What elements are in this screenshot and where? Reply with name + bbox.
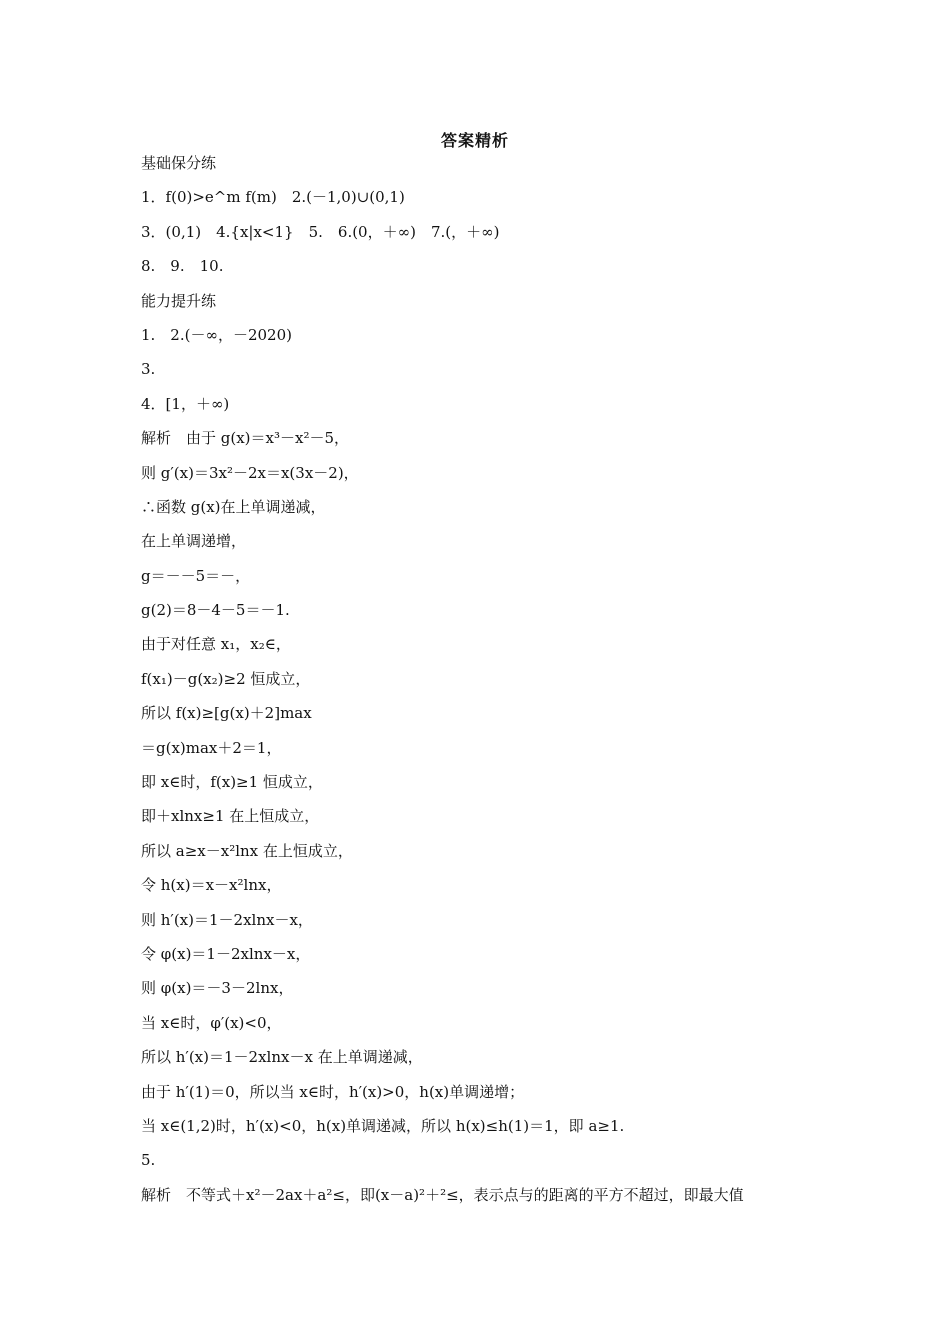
solution-line: 则 φ(x)＝－3－2lnx，	[141, 979, 294, 998]
solution-line: 即＋xlnx≥1 在上恒成立，	[141, 807, 320, 826]
answer-line: 4．[1，＋∞)	[141, 394, 230, 413]
answer-line: 3．(0,1) 4.{x|x<1} 5. 6.(0，＋∞) 7.(，＋∞)	[141, 222, 500, 241]
solution-line: 在上单调递增，	[141, 532, 247, 551]
solution-line: 令 φ(x)＝1－2xlnx－x，	[141, 944, 311, 963]
solution-line: g(2)＝8－4－5＝－1.	[141, 601, 290, 620]
answer-body	[141, 152, 821, 1218]
solution-line: 所以 a≥x－x²lnx 在上恒成立，	[141, 841, 353, 860]
solution-line: 由于对任意 x₁，x₂∈，	[141, 635, 291, 654]
section-heading-basic: 基础保分练	[141, 154, 217, 172]
solution-line: ＝g(x)max＋2＝1，	[141, 738, 282, 757]
answer-line: 1．f(0)>e^m f(m) 2.(－1,0)∪(0,1)	[141, 188, 405, 207]
answer-line: 5.	[141, 1151, 156, 1170]
solution-line: 则 h′(x)＝1－2xlnx－x，	[141, 910, 313, 929]
solution-line: 当 x∈(1,2)时，h′(x)<0，h(x)单调递减，所以 h(x)≤h(1)＝1，即 a≥1.	[141, 1116, 625, 1135]
solution-line: f(x₁)－g(x₂)≥2 恒成立，	[141, 669, 311, 688]
solution-line: 则 g′(x)＝3x²－2x＝x(3x－2)，	[141, 463, 359, 482]
solution-line: 解析 由于 g(x)＝x³－x²－5，	[141, 429, 350, 448]
solution-line: 当 x∈时，φ′(x)<0，	[141, 1013, 282, 1032]
page-title: 答案精析	[440, 131, 509, 150]
section-heading-advanced: 能力提升练	[141, 291, 217, 310]
answer-line: 1. 2.(－∞，－2020)	[141, 325, 292, 344]
solution-line: ∴函数 g(x)在上单调递减，	[141, 497, 326, 516]
answer-line: 8. 9. 10.	[141, 257, 224, 276]
answer-line: 3.	[141, 360, 156, 379]
solution-line: 所以 h′(x)＝1－2xlnx－x 在上单调递减，	[141, 1048, 423, 1067]
solution-line: 即 x∈时，f(x)≥1 恒成立，	[141, 773, 323, 792]
solution-line: 由于 h′(1)＝0，所以当 x∈时，h′(x)>0，h(x)单调递增；	[141, 1082, 525, 1101]
solution-line: 所以 f(x)≥[g(x)＋2]max	[141, 704, 312, 723]
solution-line: g＝－－5＝－，	[141, 566, 251, 585]
solution-line: 令 h(x)＝x－x²lnx，	[141, 876, 282, 895]
solution-line: 解析 不等式＋x²－2ax＋a²≤，即(x－a)²＋²≤，表示点与的距离的平方不超过，即最大值	[141, 1185, 744, 1204]
